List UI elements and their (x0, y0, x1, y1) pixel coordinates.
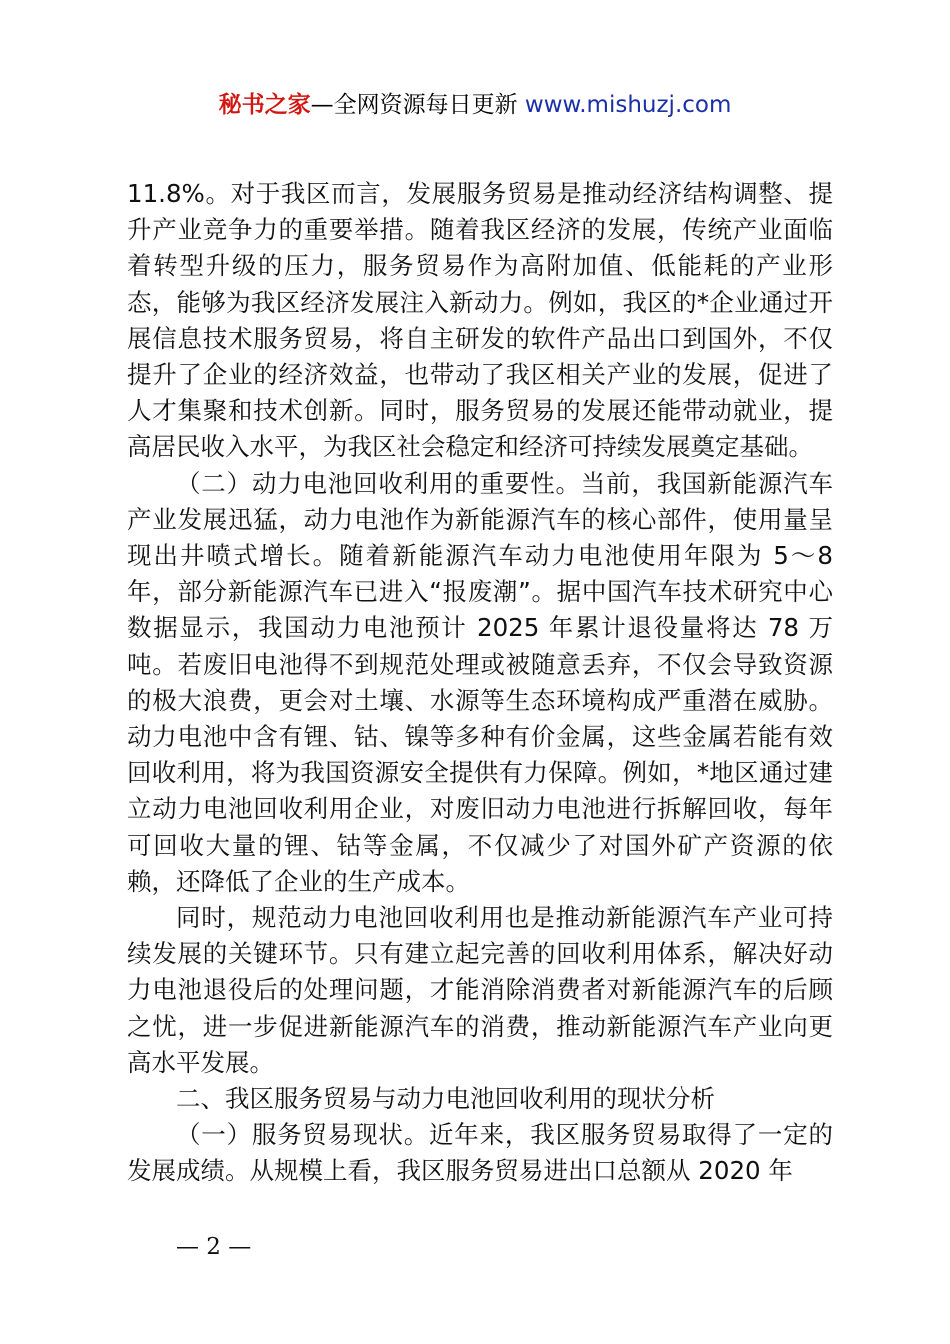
header-url-link[interactable]: www.mishuzj.com (524, 92, 732, 118)
section-heading: 二、我区服务贸易与动力电池回收利用的现状分析 (176, 1084, 715, 1114)
paragraph-4: （一）服务贸易现状。近年来，我区服务贸易取得了一定的发展成绩。从规模上看，我区服务贸易进出口总额从 2020 年 (127, 1120, 833, 1186)
paragraph-3: 同时，规范动力电池回收利用也是推动新能源汽车产业可持续发展的关键环节。只有建立起完善的回收利用体系，解决好动力电池退役后的处理问题，才能消除消费者对新能源汽车的后顾之忧，进一步促进新能源汽车的消费，推动新能源汽车产业向更高水平发展。 (127, 903, 833, 1077)
header-slogan: —全网资源每日更新 (310, 92, 525, 118)
paragraph-2: （二）动力电池回收利用的重要性。当前，我国新能源汽车产业发展迅猛，动力电池作为新能源汽车的核心部件，使用量呈现出井喷式增长。随着新能源汽车动力电池使用年限为 5～8 年，部分新能源汽车已进入“报废潮”。据中国汽车技术研究中心数据显示，我国动力电池预计 2025 年累计退役量将达 78 万吨。若废旧电池得不到规范处理或被随意丢弃，不仅会导致资源的极大浪费，更会对土壤、水源等生态环境构成严重潜在威胁。动力电池中含有锂、钴、镍等多种有价金属，这些金属若能有效回收利用，将为我国资源安全提供有力保障。例如，*地区通过建立动力电池回收利用企业，对废旧动力电池进行拆解回收，每年可回收大量的锂、钴等金属，不仅减少了对国外矿产资源的依赖，还降低了企业的生产成本。 (127, 468, 833, 896)
page-number: — 2 — (176, 1234, 252, 1260)
header-brand: 秘书之家 (218, 92, 311, 118)
page-header (0, 86, 950, 124)
paragraph-1: 11.8%。对于我区而言，发展服务贸易是推动经济结构调整、提升产业竞争力的重要举措。随着我区经济的发展，传统产业面临着转型升级的压力，服务贸易作为高附加值、低能耗的产业形态，能够为我区经济发展注入新动力。例如，我区的*企业通过开展信息技术服务贸易，将自主研发的软件产品出口到国外，不仅提升了企业的经济效益，也带动了我区相关产业的发展，促进了人才集聚和技术创新。同时，服务贸易的发展还能带动就业，提高居民收入水平，为我区社会稳定和经济可持续发展奠定基础。 (127, 179, 833, 462)
document-body (127, 176, 833, 1190)
